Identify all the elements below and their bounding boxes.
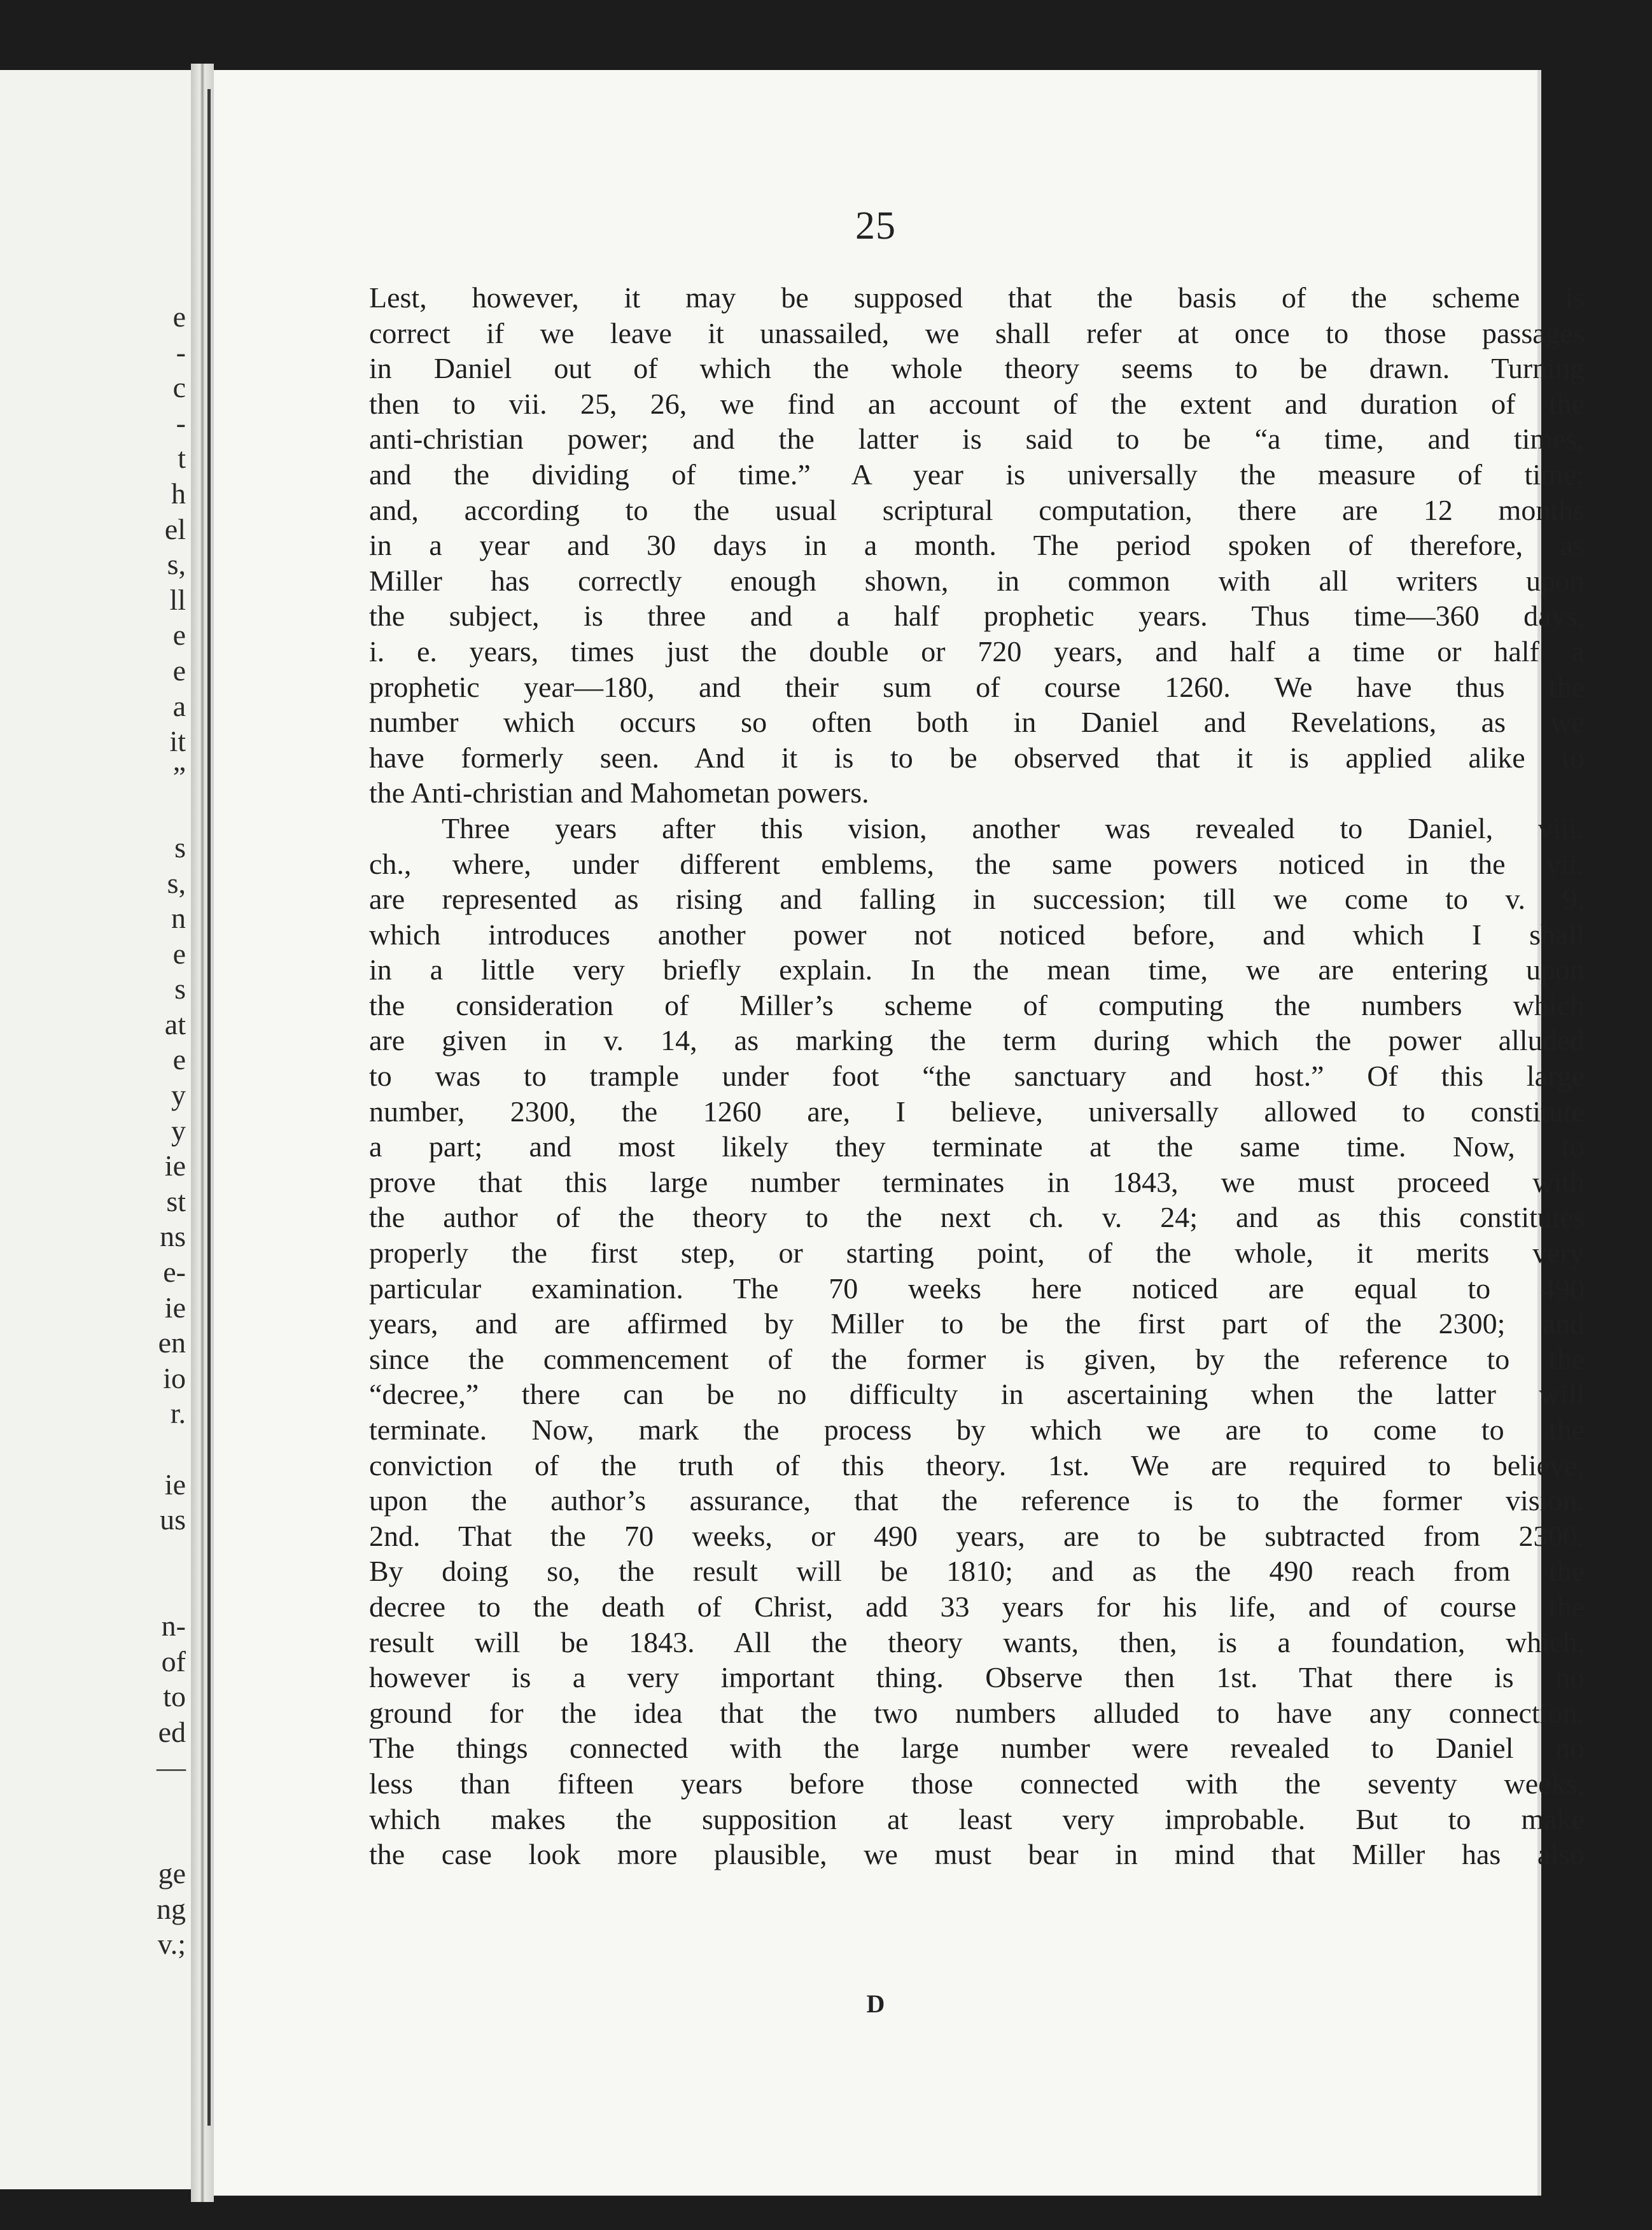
text-line: 2nd. That the 70 weeks, or 490 years, are to be subtracted from 2300. bbox=[369, 1519, 1585, 1552]
previous-page-fragment: y bbox=[171, 1114, 186, 1147]
text-line: anti-christian power; and the latter is said to be “a time, and times, bbox=[369, 423, 1585, 456]
previous-page-fragment: a bbox=[172, 689, 186, 722]
previous-page-fragment bbox=[109, 1573, 186, 1608]
text-line: and the dividing of time.” A year is universally the measure of time; bbox=[369, 458, 1585, 491]
text-line: ground for the idea that the two numbers alluded to have any connection. bbox=[369, 1696, 1585, 1729]
text-line: since the commencement of the former is given, by the reference to the bbox=[369, 1342, 1585, 1375]
text-line: which makes the supposition at least very improbable. But to make bbox=[369, 1802, 1585, 1835]
text-line: By doing so, the result will be 1810; and as the 490 reach from the bbox=[369, 1555, 1585, 1588]
previous-page-fragment: en bbox=[158, 1326, 186, 1359]
text-line: are given in v. 14, as marking the term during which the power alluded bbox=[369, 1024, 1585, 1057]
text-line: number, 2300, the 1260 are, I believe, universally allowed to constitute bbox=[369, 1095, 1585, 1128]
previous-page-fragment bbox=[109, 1431, 186, 1467]
previous-page-fragment: e bbox=[172, 1043, 186, 1076]
text-line: the author of the theory to the next ch. v. 24; and as this constitutes bbox=[369, 1201, 1585, 1234]
previous-page-fragment: n bbox=[171, 902, 186, 935]
text-line: Miller has correctly enough shown, in common with all writers upon bbox=[369, 564, 1585, 597]
previous-page-fragment: r. bbox=[170, 1397, 186, 1430]
previous-page-fragment: ie bbox=[164, 1149, 186, 1182]
text-line: which introduces another power not noticed before, and which I shall bbox=[369, 918, 1585, 951]
previous-page-fragment bbox=[109, 1538, 186, 1573]
page-body-text bbox=[369, 280, 1585, 1872]
previous-page-fragment: e bbox=[172, 619, 186, 652]
previous-page-fragment bbox=[109, 794, 186, 830]
previous-page-fragment: e bbox=[172, 300, 186, 333]
text-line: to was to trample under foot “the sanctuary and host.” Of this large bbox=[369, 1060, 1585, 1093]
previous-page-fragment bbox=[109, 1821, 186, 1856]
previous-page-fragment bbox=[109, 1785, 186, 1821]
text-line: the subject, is three and a half prophetic years. Thus time—360 days, bbox=[369, 600, 1585, 633]
previous-page-fragment: at bbox=[164, 1007, 186, 1041]
previous-page-fragment: s, bbox=[167, 548, 186, 581]
previous-page-fragment: ed bbox=[158, 1715, 186, 1748]
previous-page-fragment: - bbox=[176, 335, 186, 368]
text-line: prophetic year—180, and their sum of course 1260. We have thus the bbox=[369, 670, 1585, 703]
previous-page-fragment: t bbox=[178, 442, 186, 475]
previous-page-fragment: e bbox=[172, 654, 186, 687]
previous-page-fragment: s bbox=[174, 831, 186, 864]
previous-page-fragment: ” bbox=[172, 760, 186, 793]
text-line: the Anti-christian and Mahometan powers. bbox=[369, 776, 869, 810]
previous-page-fragment: n- bbox=[161, 1609, 186, 1642]
previous-page-fragment: s, bbox=[167, 866, 186, 899]
text-line: less than fifteen years before those connected with the seventy weeks, bbox=[369, 1767, 1585, 1800]
text-line: particular examination. The 70 weeks here noticed are equal to 490 bbox=[369, 1272, 1585, 1305]
text-line: “decree,” there can be no difficulty in ascertaining when the latter will bbox=[369, 1378, 1585, 1411]
previous-page-fragment: e bbox=[172, 937, 186, 970]
previous-page-fragment: ge bbox=[158, 1857, 186, 1890]
previous-page-fragment: el bbox=[164, 512, 186, 545]
text-line: a part; and most likely they terminate at the same time. Now, to bbox=[369, 1130, 1585, 1163]
binding-thread bbox=[207, 89, 211, 2126]
signature-mark: D bbox=[866, 1989, 885, 2018]
previous-page-fragment: h bbox=[171, 477, 186, 510]
text-line: correct if we leave it unassailed, we shall refer at once to those passages bbox=[369, 316, 1585, 349]
text-line: have formerly seen. And it is to be observed that it is applied alike to bbox=[369, 741, 1585, 774]
text-line: in Daniel out of which the whole theory seems to be drawn. Turning bbox=[369, 352, 1585, 385]
text-line: result will be 1843. All the theory wants, then, is a foundation, which, bbox=[369, 1625, 1585, 1658]
page-number: 25 bbox=[855, 204, 896, 248]
previous-page-fragment: it bbox=[169, 725, 186, 758]
previous-page-fragment: e- bbox=[163, 1256, 186, 1289]
previous-page-fragment: - bbox=[176, 406, 186, 439]
previous-page-fragment: ns bbox=[160, 1220, 186, 1253]
previous-page-fragment: to bbox=[163, 1680, 186, 1713]
text-line: however is a very important thing. Observe then 1st. That there is no bbox=[369, 1661, 1585, 1694]
text-line: the consideration of Miller’s scheme of computing the numbers which bbox=[369, 988, 1585, 1021]
text-line: Three years after this vision, another was revealed to Daniel, viii. bbox=[442, 811, 1585, 845]
text-line: in a year and 30 days in a month. The period spoken of therefore, as bbox=[369, 529, 1585, 562]
previous-page-fragment: ll bbox=[169, 583, 186, 616]
text-line: upon the author’s assurance, that the reference is to the former vision. bbox=[369, 1484, 1585, 1517]
previous-page-fragment: io bbox=[163, 1361, 186, 1394]
text-line: terminate. Now, mark the process by which we are to come to the bbox=[369, 1413, 1585, 1446]
previous-page-edge bbox=[0, 70, 191, 2189]
text-line: then to vii. 25, 26, we find an account of the extent and duration of the bbox=[369, 387, 1585, 420]
text-line: years, and are affirmed by Miller to be the first part of the 2300; and bbox=[369, 1307, 1585, 1340]
previous-page-fragment: — bbox=[157, 1751, 186, 1784]
previous-page-fragment: ng bbox=[157, 1892, 186, 1925]
text-line: conviction of the truth of this theory. 1st. We are required to believe, bbox=[369, 1448, 1585, 1482]
previous-page-fragment: st bbox=[166, 1184, 186, 1217]
text-line: number which occurs so often both in Daniel and Revelations, as we bbox=[369, 706, 1585, 739]
text-line: prove that this large number terminates in 1843, we must proceed with bbox=[369, 1165, 1585, 1198]
text-line: are represented as rising and falling in succession; till we come to v. 9, bbox=[369, 883, 1585, 916]
text-line: Lest, however, it may be supposed that the basis of the scheme is bbox=[369, 281, 1585, 314]
previous-page-fragment: v.; bbox=[157, 1928, 186, 1961]
book-page bbox=[214, 70, 1585, 2196]
previous-page-fragment: ie bbox=[164, 1468, 186, 1501]
text-line: ch., where, under different emblems, the same powers noticed in the vii. bbox=[369, 847, 1585, 880]
text-line: i. e. years, times just the double or 720 years, and half a time or half a bbox=[369, 635, 1585, 668]
previous-page-fragment: c bbox=[172, 371, 186, 404]
previous-page-fragment: us bbox=[160, 1503, 186, 1536]
text-line: The things connected with the large number were revealed to Daniel no bbox=[369, 1732, 1585, 1765]
text-line: properly the first step, or starting point, of the whole, it merits very bbox=[369, 1237, 1585, 1270]
previous-page-fragment: of bbox=[161, 1644, 186, 1678]
text-line: and, according to the usual scriptural computation, there are 12 months bbox=[369, 493, 1585, 526]
previous-page-fragment: y bbox=[171, 1079, 186, 1112]
previous-page-fragment: s bbox=[174, 972, 186, 1006]
text-line: the case look more plausible, we must bear in mind that Miller has also bbox=[369, 1838, 1585, 1871]
text-line: in a little very briefly explain. In the mean time, we are entering upon bbox=[369, 953, 1585, 986]
text-line: decree to the death of Christ, add 33 years for his life, and of course the bbox=[369, 1590, 1585, 1623]
previous-page-text-fragments bbox=[109, 299, 186, 1962]
previous-page-fragment: ie bbox=[164, 1291, 186, 1324]
